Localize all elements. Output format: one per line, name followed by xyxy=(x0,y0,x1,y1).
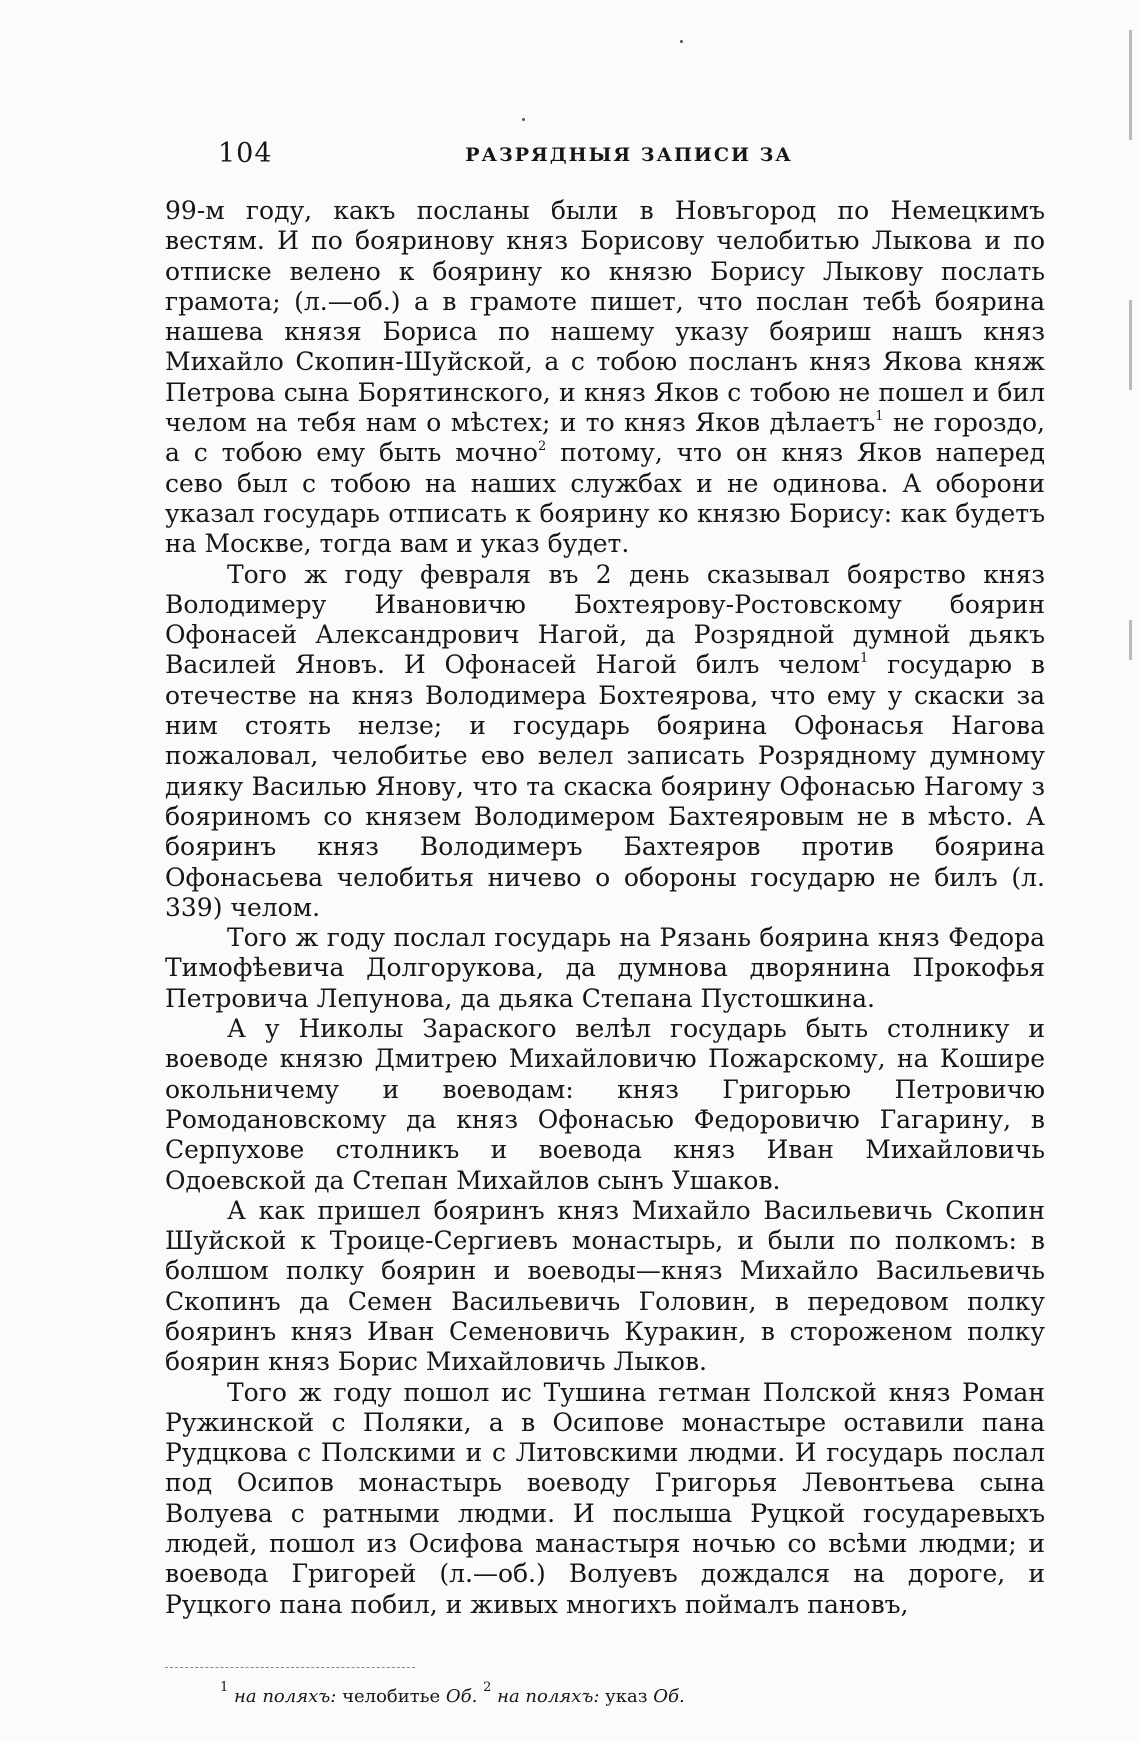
scan-edge-mark xyxy=(1129,620,1132,660)
paragraph-4: А у Николы Зараского велѣл государь быть столнику и воеводе князю Дмитрею Михайловичю Пожарскому, на Кошире окольничему и воеводам: княз Григорью Петровичю Ромодановскому да княз Офонасью Федоровичю Гагарину, в Серпухове столникъ и воевода княз Иван Михайловичь Одоевской да Степан Михайлов сынъ Ушаков. xyxy=(165,1014,1045,1195)
paragraph-2-part-a: Того ж году февраля въ 2 день сказывал боярство княз Володимеру Ивановичю Бохтеярову-Ростовскому боярин Офонасей Александрович Нагой, да Розрядной думной дьякъ Василей Яновъ. И Офонасей Нагой билъ челом xyxy=(165,559,1045,680)
paragraph-1 xyxy=(165,196,1045,560)
paragraph-1-part-c: потому, что он княз Яков наперед сево был с тобою на наших службах и не одинова. А оборони указал государь отписать к боярину ко князю Борису: как будетъ на Москве, тогда вам и указ будет. xyxy=(165,438,1045,559)
scan-speck xyxy=(680,40,683,43)
main-text xyxy=(165,196,1045,1620)
running-title: РАЗРЯДНЫЯ ЗАПИСИ ЗА xyxy=(465,144,793,166)
footnote-1-source: Об. xyxy=(445,1686,478,1707)
footnote-separator xyxy=(165,1667,415,1668)
scan-speck xyxy=(522,118,525,121)
footnote-ref-1: 1 xyxy=(875,409,884,425)
footnote-2-text: указ xyxy=(599,1686,654,1707)
footnotes xyxy=(220,1680,1040,1709)
footnote-2-mark: 2 xyxy=(483,1680,492,1695)
footnote-1-text: челобитье xyxy=(336,1686,446,1707)
paragraph-2-part-b: государю в отечестве на княз Володимера Бохтеярова, что ему у скаски за ним стоять нелзе; и государь боярина Офонасья Нагова пожаловал, челобитье ево велел записать Розрядному думному дияку Василью Янову, что та скаска боярину Офонасью Нагому з бояриномъ со князем Володимером Бахтеяровым не в мѣсто. А бояринъ княз Володимеръ Бахтеяров против боярина Офонасьева челобитья ничево о обороны государю не билъ (л. 339) челом. xyxy=(165,650,1045,922)
paragraph-1-part-a: 99-м году, какъ посланы были в Новъгород по Немецкимъ вестям. И по бояринову княз Борисову челобитью Лыкова и по отписке велено к боярину ко князю Борису Лыкову послать грамота; (л.—об.) а в грамоте пишет, что послан тебѣ боярина нашева князя Бориса по нашему указу бояриш нашъ княз Михайло Скопин-Шуйской, а с тобою посланъ княз Якова княж Петрова сына Борятинского, и княз Яков с тобою не пошел и бил челом на тебя нам о мѣстех; и то княз Яков дѣлаетъ xyxy=(165,196,1045,438)
paragraph-3: Того ж году послал государь на Рязань боярина княз Федора Тимофѣевича Долгорукова, да думнова дворянина Прокофья Петровича Лепунова, да дьяка Степана Пустошкина. xyxy=(165,923,1045,1013)
page-header xyxy=(218,138,1040,178)
paragraph-5: А как пришел бояринъ княз Михайло Васильевичь Скопин Шуйской к Троице-Сергиевъ монастырь, и были по полкомъ: в болшом полку боярин и воеводы—княз Михайло Васильевичь Скопинъ да Семен Васильевичь Головин, в передовом полку бояринъ княз Иван Семеновичь Куракин, в стороженом полку боярин княз Борис Михайловичь Лыков. xyxy=(165,1195,1045,1377)
footnote-2-label: на поляхъ: xyxy=(497,1686,600,1707)
scan-edge-mark xyxy=(1129,300,1132,390)
paragraph-2 xyxy=(165,560,1045,924)
footnote-ref-2: 2 xyxy=(537,439,547,455)
page-number: 104 xyxy=(218,138,273,169)
scan-edge-mark xyxy=(1129,30,1132,140)
paragraph-6: Того ж году пошол ис Тушина гетман Полской княз Роман Ружинской с Поляки, а в Осипове монастыре оставили пана Рудцкова с Полскими и с Литовскими людми. И государь послал под Осипов монастырь воеводу Григорья Левонтьева сына Волуева с ратными людми. И послыша Руцкой государевыхъ людей, пошол из Осифова манастыря ночью со всѣми людми; и воевода Григорей (л.—об.) Волуевъ дождался на дороге, и Руцкого пана побил, и живых многихъ поймалъ пановъ, xyxy=(165,1377,1045,1619)
paragraph-1-part-b: не гороздо, а с тобою ему быть мочно xyxy=(165,408,1045,468)
footnote-1-label: на поляхъ: xyxy=(234,1686,337,1707)
footnote-2-source: Об. xyxy=(653,1686,685,1707)
footnote-ref-1b: 1 xyxy=(859,651,869,667)
footnote-1-mark: 1 xyxy=(220,1680,229,1695)
